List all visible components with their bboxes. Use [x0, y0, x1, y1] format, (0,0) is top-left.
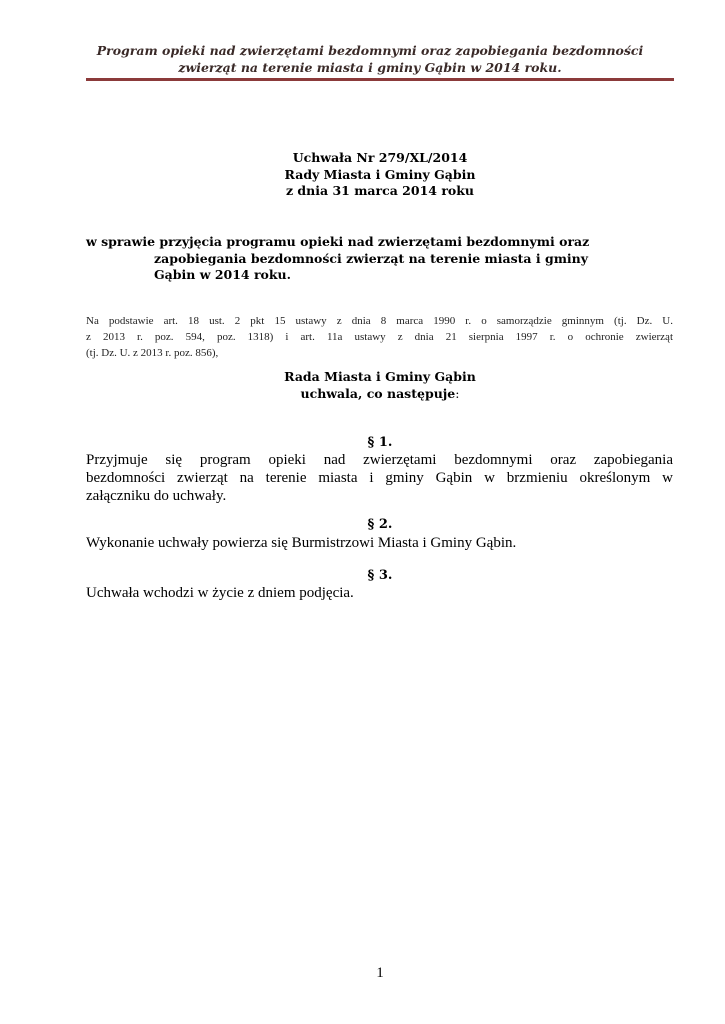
- legal-basis-line-1: Na podstawie art. 18 ust. 2 pkt 15 ustawy z dnia 8 marca 1990 r. o samorządzie gminnym (tj. Dz. U.: [86, 315, 673, 327]
- council-resolves-text: uchwala, co następuje: [300, 386, 456, 401]
- subject-line-1: w sprawie przyjęcia programu opieki nad zwierzętami bezdomnymi oraz: [86, 234, 590, 249]
- header-divider: [86, 78, 674, 81]
- council-resolves: [0, 385, 725, 402]
- section-1-line-3: załączniku do uchwały.: [86, 488, 227, 504]
- legal-basis-line-3: (tj. Dz. U. z 2013 r. poz. 856),: [86, 347, 219, 359]
- resolution-issuer: Rady Miasta i Gminy Gąbin: [284, 166, 476, 182]
- section-2-line-1: Wykonanie uchwały powierza się Burmistrzowi Miasta i Gminy Gąbin.: [86, 535, 517, 551]
- section-3-text: [86, 584, 673, 602]
- page-number: 1: [376, 965, 384, 981]
- resolution-date: z dnia 31 marca 2014 roku: [285, 183, 474, 198]
- section-1-text: [86, 451, 673, 505]
- section-1-line-2: bezdomności zwierząt na terenie miasta i gminy Gąbin w brzmieniu określonym w: [86, 470, 673, 486]
- header-line-2: zwierząt na terenie miasta i gminy Gąbin w 2014 roku.: [178, 60, 562, 75]
- subject-line-3: Gąbin w 2014 roku.: [154, 267, 291, 282]
- council-decree: [0, 368, 725, 402]
- header-line-1: Program opieki nad zwierzętami bezdomnymi oraz zapobiegania bezdomności: [96, 43, 644, 58]
- section-3-title: § 3.: [367, 568, 393, 583]
- council-colon: :: [455, 386, 460, 401]
- legal-basis: [86, 313, 673, 361]
- resolution-subject: [86, 234, 686, 284]
- section-1-title: § 1.: [367, 435, 393, 450]
- resolution-number: Uchwała Nr 279/XL/2014: [292, 150, 468, 165]
- section-2-text: [86, 534, 673, 552]
- council-name: Rada Miasta i Gminy Gąbin: [284, 369, 476, 384]
- resolution-title: [0, 150, 725, 200]
- subject-line-2: zapobiegania bezdomności zwierząt na terenie miasta i gminy: [154, 250, 589, 266]
- section-3-line-1: Uchwała wchodzi w życie z dniem podjęcia.: [86, 585, 354, 601]
- legal-basis-line-2: z 2013 r. poz. 594, poz. 1318) i art. 11a ustawy z dnia 21 sierpnia 1997 r. o ochronie zwierząt: [86, 331, 673, 343]
- section-1-line-1: Przyjmuje się program opieki nad zwierzętami bezdomnymi oraz zapobiegania: [86, 452, 673, 468]
- running-header: [60, 42, 680, 76]
- section-2-title: § 2.: [367, 517, 393, 532]
